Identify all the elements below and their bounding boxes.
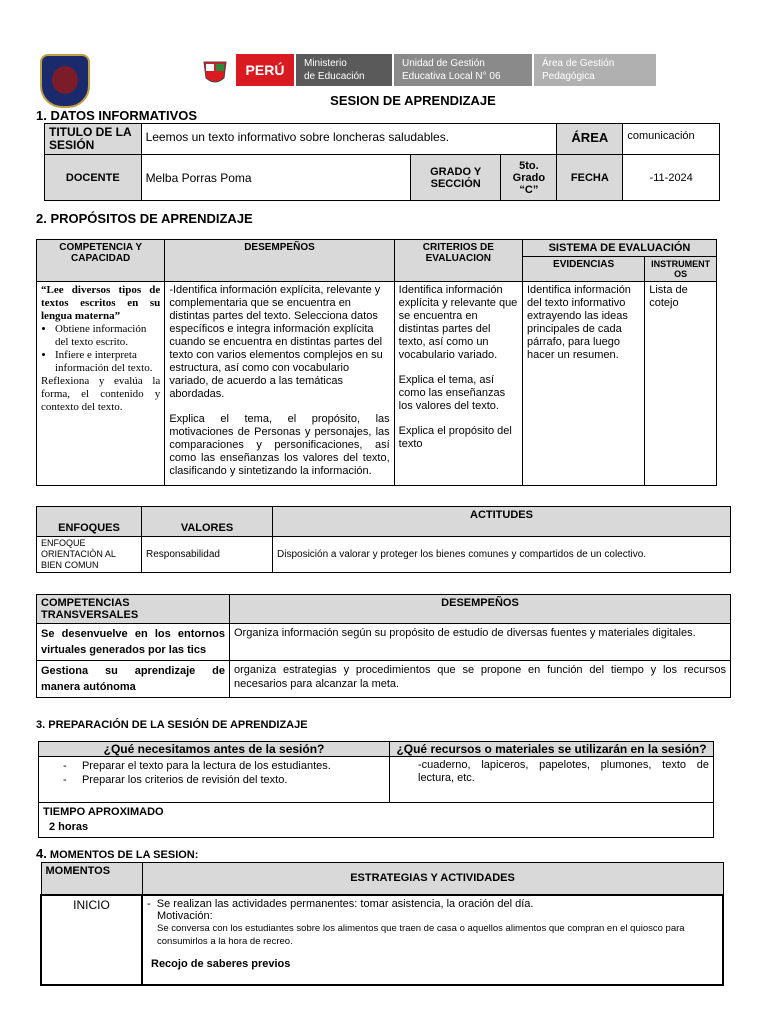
ugel-line1: Unidad de Gestión (402, 58, 485, 69)
ugel-line2: Educativa Local N° 06 (402, 71, 501, 82)
enfoque-value: ENFOQUE ORIENTACIÒN AL BIEN COMUN (37, 537, 142, 573)
tiempo-label: TIEMPO APROXIMADO (43, 806, 164, 818)
recursos-cell: -cuaderno, lapiceros, papelotes, plumones, texto de lectura, etc. (390, 757, 714, 803)
peru-logo: PERÚ (236, 54, 294, 86)
transversal-desempeno-2: organiza estrategias y procedimientos que se propone en función del tiempo y los recursos necesarios para alcanzar la meta. (230, 661, 731, 698)
valores-header: VALORES (142, 507, 273, 537)
ugel-logo (394, 54, 532, 86)
tiempo-value: 2 horas (49, 821, 89, 833)
recursos-header: ¿Qué recursos o materiales se utilizarán en la sesión? (390, 742, 714, 757)
transversal-competencia-1: Se desenvuelve en los entornos virtuales generados por las tics (37, 624, 230, 661)
transversal-competencia-2: Gestiona su aprendizaje de manera autónoma (37, 661, 230, 698)
section-1-heading: 1. DATOS INFORMATIVOS (36, 108, 198, 123)
antes-cell (39, 757, 390, 803)
criterios-header: CRITERIOS DE EVALUACION (394, 240, 522, 282)
momentos-header: MOMENTOS (41, 863, 142, 895)
ministerio-line2: de Educación (304, 71, 365, 82)
area-value: comunicación (623, 124, 720, 155)
section-3-heading: 3. PREPARACIÓN DE LA SESIÓN DE APRENDIZAJE (36, 719, 308, 731)
antes-header: ¿Qué necesitamos antes de la sesión? (39, 742, 390, 757)
titulo-value: Leemos un texto informativo sobre loncheras saludables. (141, 124, 557, 155)
competencia-header: COMPETENCIA Y CAPACIDAD (37, 240, 165, 282)
section-4-number: 4. (36, 846, 47, 861)
section-4-heading (36, 846, 198, 861)
propositos-table (36, 239, 717, 486)
antes-item-1-text: Preparar el texto para la lectura de los estudiantes. (81, 760, 331, 772)
criterio-1: Identifica información explícita y relevante que se encuentra en distintas partes del texto, así como un vocabulario variado. (398, 284, 518, 361)
ministerio-line1: Ministerio (304, 58, 347, 69)
criterios-cell (394, 282, 522, 486)
activity-1: - Se realizan las actividades permanentes: tomar asistencia, la oración del día. (147, 897, 534, 910)
actitudes-header: ACTITUDES (273, 507, 731, 537)
antes-item-2: - Preparar los criterios de revisión del texto. (63, 774, 288, 786)
transversales-desempenos-header: DESEMPEÑOS (230, 595, 731, 624)
datos-informativos-table (44, 123, 720, 201)
inicio-cell: INICIO (41, 895, 142, 986)
antes-item-1: - Preparar el texto para la lectura de los estudiantes. (63, 760, 331, 772)
ministerio-logo (296, 54, 392, 86)
evidencias-header: EVIDENCIAS (522, 257, 644, 282)
docente-value: Melba Porras Poma (141, 155, 410, 201)
preparacion-table (38, 741, 714, 838)
competencias-transversales-header: COMPETENCIAS TRANSVERSALES (37, 595, 230, 624)
page-title: SESION DE APRENDIZAJE (330, 93, 496, 108)
estrategias-header: ESTRATEGIAS Y ACTIVIDADES (142, 863, 723, 895)
peru-coat-of-arms-icon (196, 56, 234, 86)
instrumento-cell: Lista de cotejo (645, 282, 717, 486)
motivacion-label: Motivación: (157, 909, 213, 922)
competencia-cell (37, 282, 165, 486)
capacidad-1: • Obtiene información del texto escrito. (55, 323, 160, 349)
evidencia-cell: Identifica información del texto informativo extrayendo las ideas principales de cada párrafo, para luego hacer un resumen. (522, 282, 644, 486)
section-2-heading: 2. PROPÓSITOS DE APRENDIZAJE (36, 211, 253, 226)
antes-item-2-text: Preparar los criterios de revisión del texto. (81, 774, 288, 786)
fecha-label: FECHA (557, 155, 623, 201)
capacidad-2: • Infiere e interpreta información del texto. (55, 349, 160, 375)
desempeno-1: -Identifica información explícita, relevante y complementaria que se encuentra en distintas partes del texto. Selecciona datos específicos e integra información explícita cuando se encuentra en distintas partes del texto con varios elementos complejos en su estructura, así como con vocabulario variado, de acuerdo a las temáticas abordadas. (169, 284, 383, 400)
enfoques-table (36, 506, 731, 573)
transversales-table (36, 594, 731, 698)
activity-1-text: Se realizan las actividades permanentes: tomar asistencia, la oración del día. (156, 897, 534, 910)
criterio-2: Explica el tema, así como las enseñanzas los valores del texto. (398, 374, 506, 412)
tiempo-cell (39, 803, 714, 838)
enfoques-header: ENFOQUES (37, 507, 142, 537)
valor-value: Responsabilidad (142, 537, 273, 573)
titulo-label: TITULO DE LA SESIÓN (45, 124, 142, 155)
fecha-value: -11-2024 (623, 155, 720, 201)
section-4-title: MOMENTOS DE LA SESION: (49, 849, 199, 861)
inicio-activities-cell (142, 895, 723, 986)
docente-label: DOCENTE (45, 155, 142, 201)
criterio-3: Explica el propósito del texto (398, 425, 512, 450)
capacidad-3: Reflexiona y evalúa la forma, el contenido y contexto del texto. (41, 375, 161, 413)
desempeno-2: Explica el tema, el propósito, las motivaciones de Personas y personajes, las comparaciones y personificaciones, así como las enseñanzas los valores del texto, clasificando y sintetizando la información. (169, 413, 390, 477)
motivacion-text: Se conversa con los estudiantes sobre los alimentos que traen de casa o aquellos alimentos que compran en el quiosco para consumirlos a la hora de recreo. (157, 922, 685, 947)
sistema-header: SISTEMA DE EVALUACIÓN (522, 240, 716, 257)
momentos-table (40, 862, 724, 986)
desempenos-cell (165, 282, 394, 486)
actitud-value: Disposición a valorar y proteger los bienes comunes y compartidos de un colectivo. (273, 537, 731, 573)
grado-label: GRADO Y SECCIÓN (410, 155, 500, 201)
area-line2: Pedagógica (542, 71, 595, 82)
grado-value: 5to. Grado “C” (501, 155, 557, 201)
area-line1: Área de Gestión (542, 58, 615, 69)
instrumentos-header: INSTRUMENT OS (645, 257, 717, 282)
competencia-text: “Lee diversos tipos de textos escritos en su lengua materna” (41, 284, 161, 322)
recojo-saberes: Recojo de saberes previos (151, 957, 291, 970)
area-label: ÁREA (557, 124, 623, 155)
area-gestion-logo (534, 54, 656, 86)
transversal-desempeno-1: Organiza información según su propósito de estudio de diversas fuentes y materiales digitales. (230, 624, 731, 661)
desempenos-header: DESEMPEÑOS (165, 240, 394, 282)
